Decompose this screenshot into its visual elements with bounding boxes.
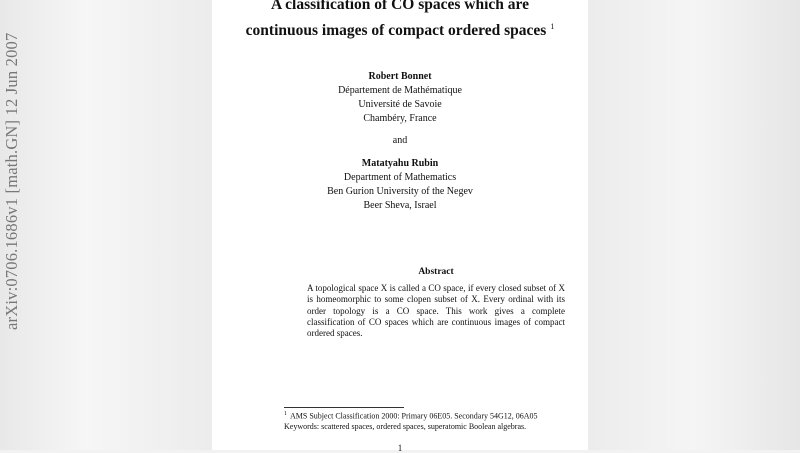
page-number: 1 [397,443,403,453]
title-line-2 [212,16,588,42]
footnote-mark: 1 [284,411,287,417]
affiliation-line: Université de Savoie [358,99,442,110]
background-right-blur [588,0,800,450]
author-name: Matatyahu Rubin [361,158,439,169]
footnote-rule [284,407,404,408]
author-block [212,70,588,213]
footnotes [284,409,584,433]
title-line-1: A classification of CO spaces which are [270,0,530,13]
paper-page [212,0,588,453]
affiliation-line: Ben Gurion University of the Negev [327,186,473,197]
author-name: Robert Bonnet [368,71,432,82]
abstract-heading: Abstract [418,267,454,277]
abstract-section [307,267,565,339]
title-line-2-text: continuous images of compact ordered spaces [245,22,547,40]
title-footnote-mark: 1 [550,22,555,31]
affiliation-line: Department of Mathematics [343,172,457,183]
affiliation-line: Département de Mathématique [338,85,462,96]
background-left-blur [0,0,212,450]
abstract-body: A topological space X is called a CO space, if every closed subset of X is homeomorphic to some clopen subset of X. Every ordinal with its order topology is a CO space. This work gives a complete classification of CO spaces which are continuous images of compact ordered spaces. [307,283,565,339]
author-separator: and [392,135,408,146]
footnote-keywords: Keywords: scattered spaces, ordered spaces, superatomic Boolean algebras. [284,422,527,432]
affiliation-line: Chambéry, France [363,113,437,124]
footnote-classification-text: AMS Subject Classification 2000: Primary 06E05. Secondary 54G12, 06A05 [290,411,538,421]
footnote-classification [284,409,584,422]
affiliation-line: Beer Sheva, Israel [363,200,437,211]
arxiv-stamp: arXiv:0706.1686v1 [math.GN] 12 Jun 2007 [2,32,21,330]
paper-title [212,0,588,42]
